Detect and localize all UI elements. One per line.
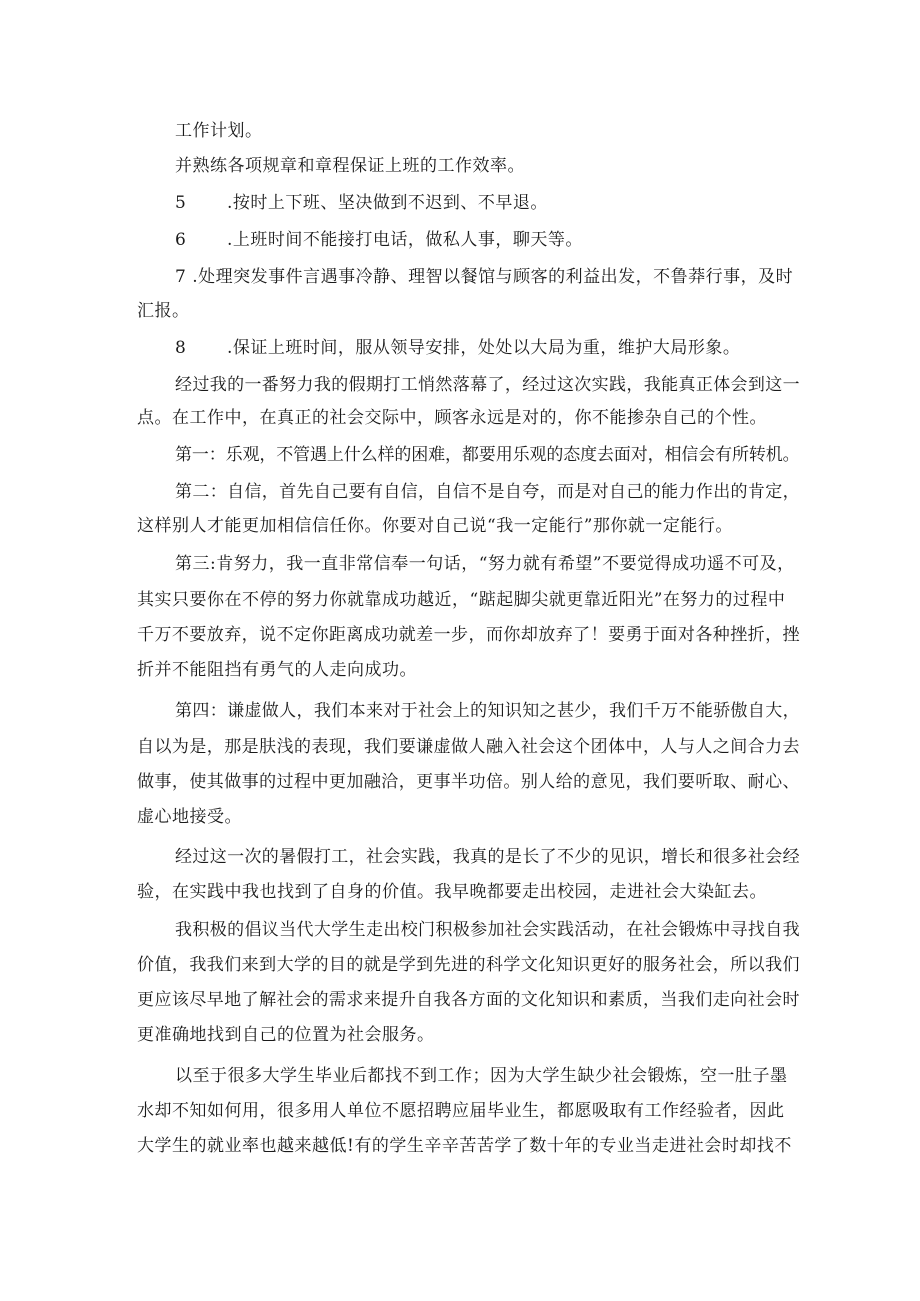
text-line: 大学生的就业率也越来越低!有的学生辛辛苦苦学了数十年的专业当走进社会时却找不 <box>137 1136 792 1156</box>
text-line: 经过这一次的暑假打工，社会实践，我真的是长了不少的见识，增长和很多社会经 <box>175 847 800 867</box>
list-number: 6 <box>175 230 187 250</box>
list-item-6 <box>175 229 583 251</box>
text-line: 以至于很多大学生毕业后都找不到工作；因为大学生缺少社会锻炼，空一肚子墨 <box>175 1066 788 1086</box>
text-line: 更准确地找到自己的位置为社会服务。 <box>137 1025 435 1045</box>
text-line: 做事，使其做事的过程中更加融洽，更事半功倍。别人给的意见，我们要听取、耐心、 <box>137 772 800 792</box>
text-line: 水却不知如何用，很多用人单位不愿招聘应届毕业生，都愿吸取有工作经验者，因此 <box>137 1101 785 1121</box>
text-line: 千万不要放弃，说不定你距离成功就差一步，而你却放弃了！要勇于面对各种挫折，挫 <box>137 625 800 645</box>
text-line: 工作计划。 <box>175 121 263 141</box>
text-line: 我积极的倡议当代大学生走出校门积极参加社会实践活动，在社会锻炼中寻找自我 <box>175 920 800 940</box>
text-line: 虚心地接受。 <box>137 807 242 827</box>
text-line: 第四：谦虚做人，我们本来对于社会上的知识知之甚少，我们千万不能骄傲自大， <box>175 701 800 721</box>
text-line: 更应该尽早地了解社会的需求来提升自我各方面的文化知识和素质，当我们走向社会时 <box>137 990 800 1010</box>
text-line: 汇报。 <box>137 301 190 321</box>
text-line: 验，在实践中我也找到了自身的价值。我早晚都要走出校园，走进社会大染缸去。 <box>137 882 767 902</box>
list-text: .保证上班时间，服从领导安排，处处以大局为重，维护大局形象。 <box>227 338 741 358</box>
text-line: 并熟练各项规章和章程保证上班的工作效率。 <box>175 156 525 176</box>
text-line: 折并不能阻挡有勇气的人走向成功。 <box>137 660 417 680</box>
list-text: .按时上下班、坚决做到不迟到、不早退。 <box>227 193 548 213</box>
text-line: 7 .处理突发事件言遇事冷静、理智以餐馆与顾客的利益出发，不鲁莽行事，及时 <box>175 267 794 287</box>
text-line: 这样别人才能更加相信信任你。你要对自己说“我一定能行”那你就一定能行。 <box>137 516 733 536</box>
text-line: 价值，我我们来到大学的目的就是学到先进的科学文化知识更好的服务社会，所以我们 <box>137 955 800 975</box>
list-number: 5 <box>175 193 187 213</box>
text-line: 其实只要你在不停的努力你就靠成功越近，“踮起脚尖就更靠近阳光”在努力的过程中 <box>137 590 786 610</box>
text-line: 第二：自信，首先自己要有自信，自信不是自夸，而是对自己的能力作出的肯定， <box>175 482 800 502</box>
list-number: 8 <box>175 338 187 358</box>
text-line: 点。在工作中，在真正的社会交际中，顾客永远是对的，你不能掺杂自己的个性。 <box>137 408 767 428</box>
text-line: 经过我的一番努力我的假期打工悄然落幕了，经过这次实践，我能真正体会到这一 <box>175 375 800 395</box>
list-item-5 <box>175 192 548 214</box>
text-line: 第一：乐观，不管遇上什么样的困难，都要用乐观的态度去面对，相信会有所转机。 <box>175 445 800 465</box>
text-line: 第三:肯努力，我一直非常信奉一句话，“努力就有希望”不要觉得成功遥不可及， <box>175 554 795 574</box>
list-text: .上班时间不能接打电话，做私人事，聊天等。 <box>227 230 583 250</box>
list-item-8 <box>175 337 740 359</box>
text-line: 自以为是，那是肤浅的表现，我们要谦虚做人融入社会这个团体中，人与人之间合力去 <box>137 737 800 757</box>
